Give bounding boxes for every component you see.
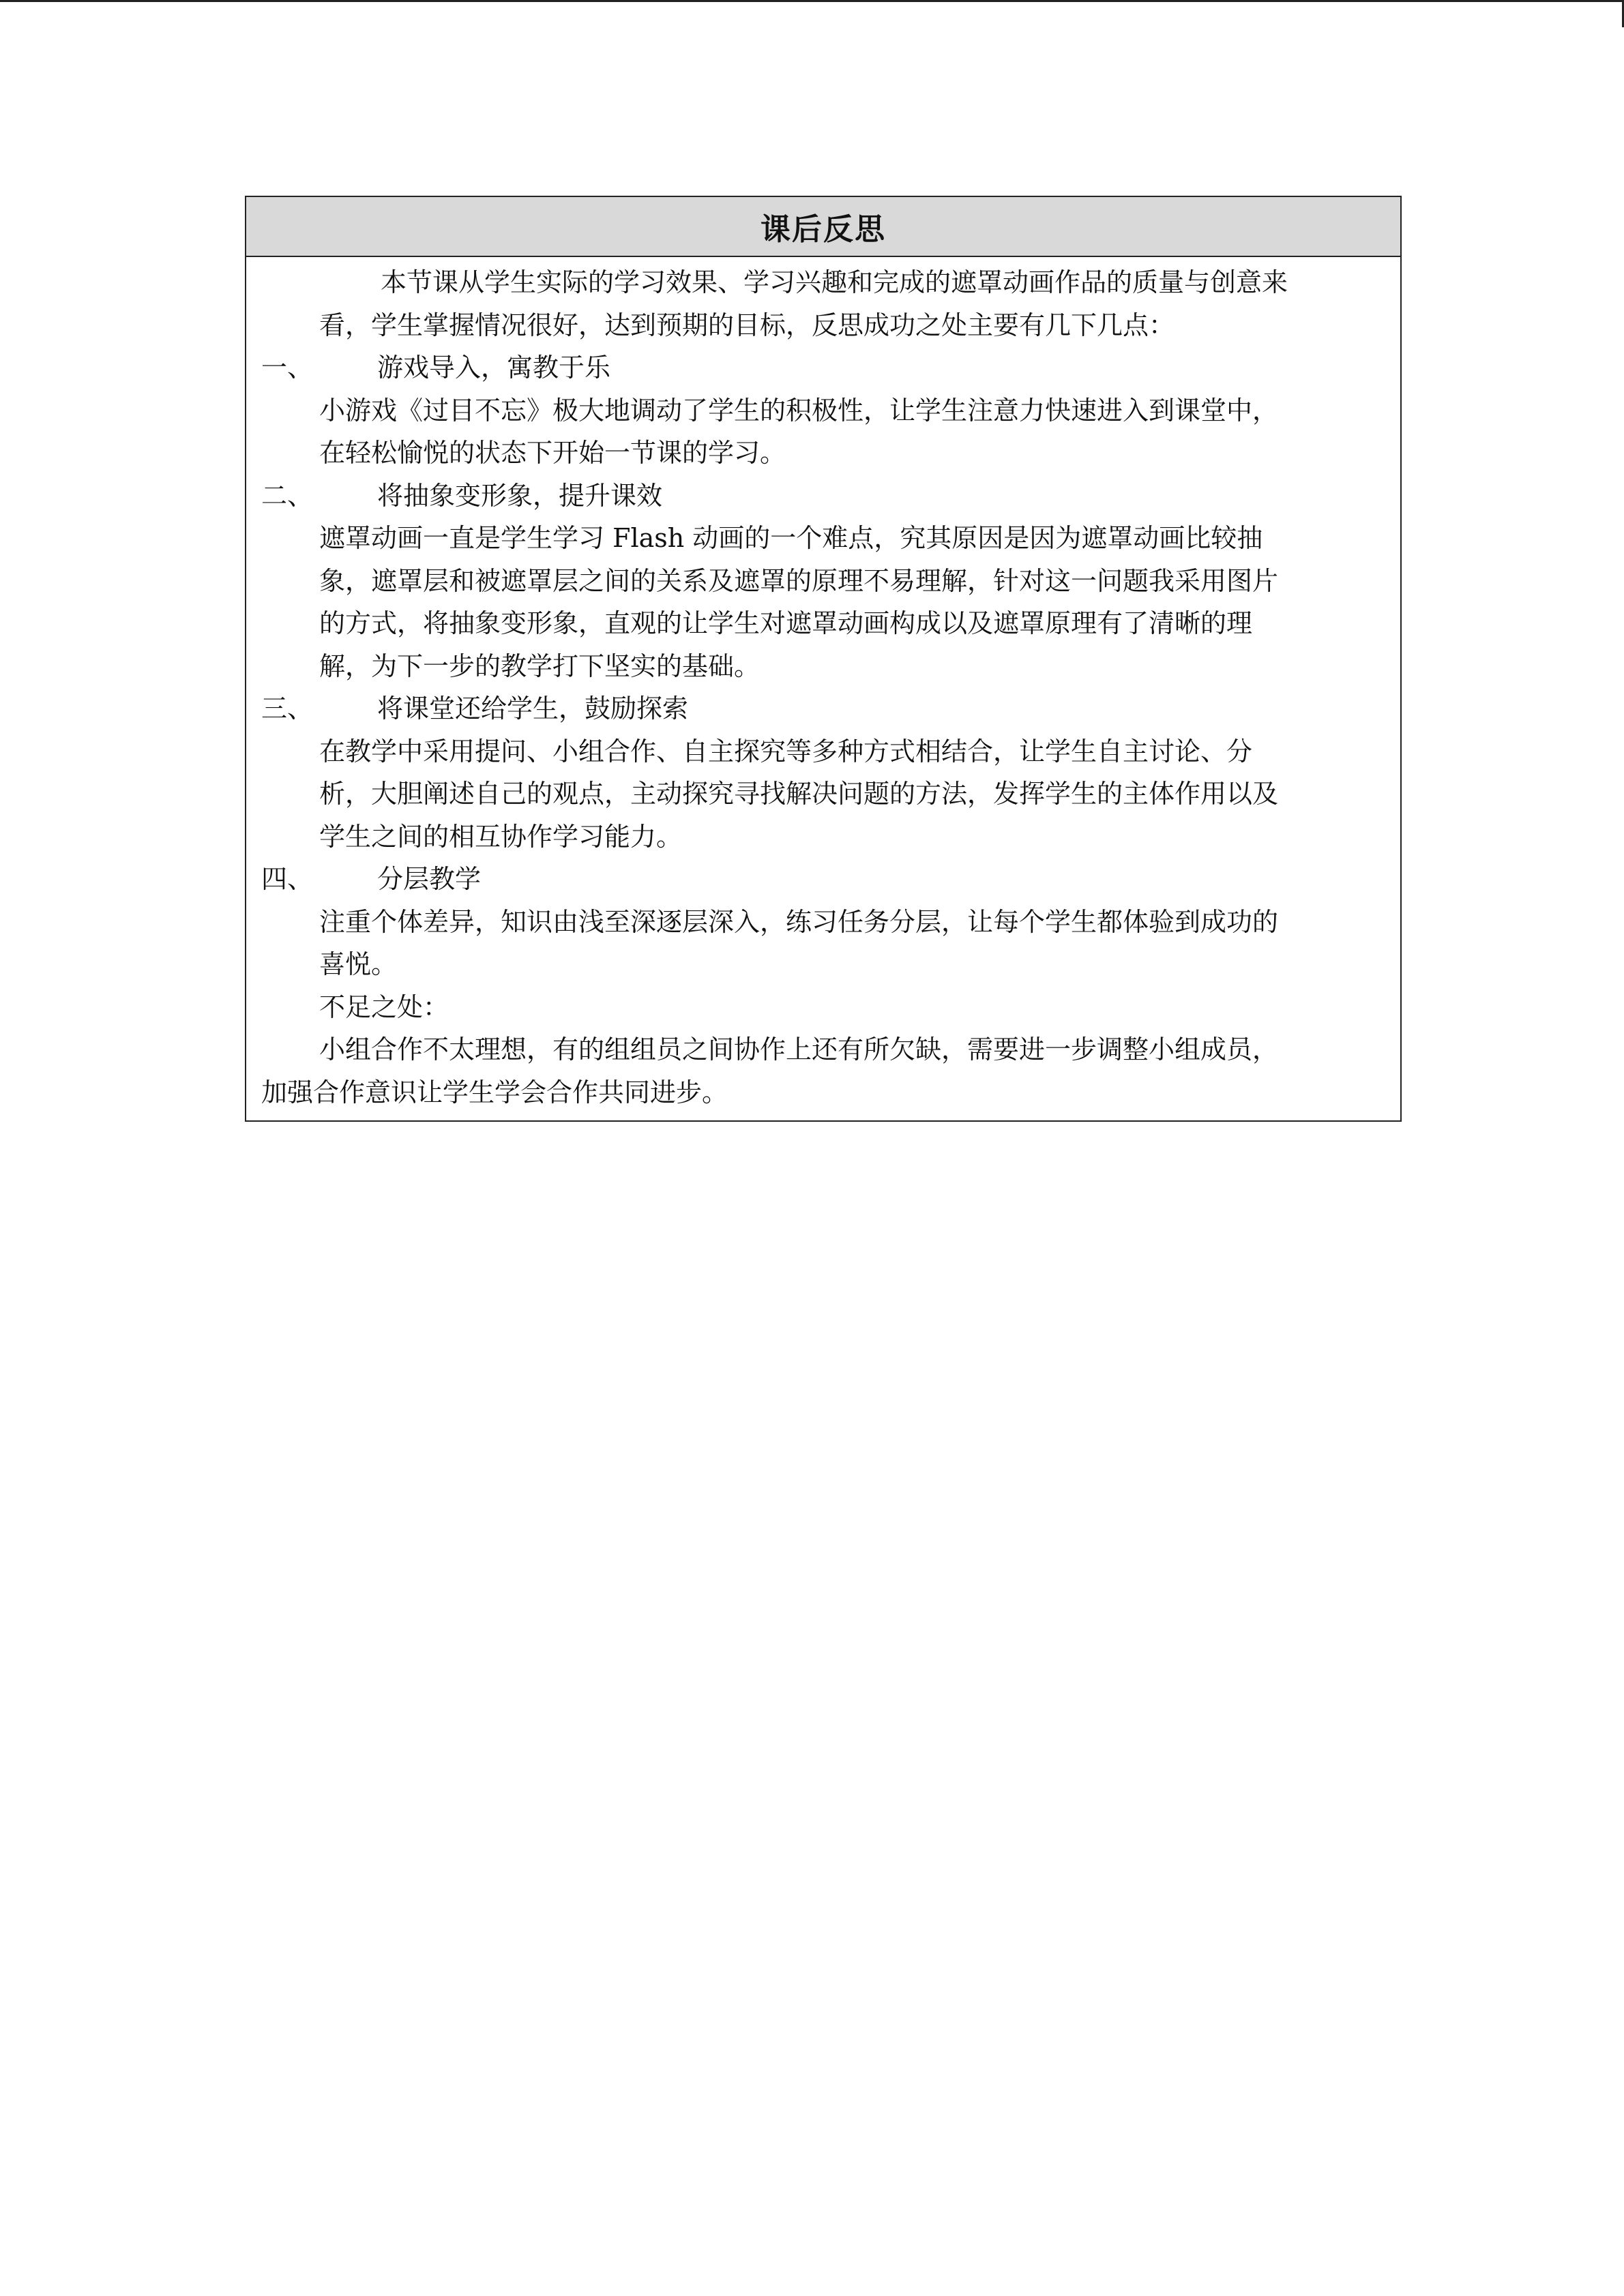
section-1-line-1: 小游戏《过目不忘》极大地调动了学生的积极性，让学生注意力快速进入到课堂中， <box>319 395 1279 426</box>
section-2-line-3: 的方式，将抽象变形象，直观的让学生对遮罩动画构成以及遮罩原理有了清晰的理 <box>319 608 1253 638</box>
section-2-heading <box>261 475 1380 518</box>
shortcomings-line-2: 加强合作意识让学生学会合作共同进步。 <box>261 1077 728 1107</box>
table-body <box>246 257 1400 1120</box>
section-2-line-1: 遮罩动画一直是学生学习 Flash 动画的一个难点，究其原因是因为遮罩动画比较抽 <box>319 523 1263 553</box>
section-2-line-4: 解，为下一步的教学打下坚实的基础。 <box>319 651 761 681</box>
section-heading-text: 将课堂还给学生，鼓励探索 <box>377 694 689 724</box>
section-4-line-2: 喜悦。 <box>319 949 398 979</box>
section-number: 二、 <box>261 480 314 511</box>
section-number: 四、 <box>261 864 314 894</box>
intro-line-1: 本节课从学生实际的学习效果、学习兴趣和完成的遮罩动画作品的质量与创意来 <box>381 267 1288 297</box>
section-3-line-1: 在教学中采用提问、小组合作、自主探究等多种方式相结合，让学生自主讨论、分 <box>319 736 1253 766</box>
section-1-heading <box>261 346 1380 389</box>
section-4-heading <box>261 858 1380 901</box>
section-3-heading <box>261 687 1380 730</box>
section-4-line-1: 注重个体差异，知识由浅至深逐层深入，练习任务分层，让每个学生都体验到成功的 <box>319 906 1279 937</box>
table-title: 课后反思 <box>246 197 1400 257</box>
intro-line-2: 看，学生掌握情况很好，达到预期的目标，反思成功之处主要有几下几点： <box>319 310 1175 340</box>
shortcomings-label: 不足之处： <box>319 992 449 1022</box>
section-heading-text: 将抽象变形象，提升课效 <box>377 480 663 511</box>
section-number: 一、 <box>261 353 314 383</box>
shortcomings-line-1: 小组合作不太理想，有的组组员之间协作上还有所欠缺，需要进一步调整小组成员， <box>319 1034 1279 1064</box>
page-top-border <box>0 0 1624 2</box>
section-3-line-2: 析，大胆阐述自己的观点，主动探究寻找解决问题的方法，发挥学生的主体作用以及 <box>319 779 1279 809</box>
reflection-table <box>245 196 1402 1122</box>
section-heading-text: 游戏导入，寓教于乐 <box>377 353 611 383</box>
section-1-line-2: 在轻松愉悦的状态下开始一节课的学习。 <box>319 438 786 468</box>
section-number: 三、 <box>261 694 314 724</box>
section-heading-text: 分层教学 <box>377 864 482 894</box>
section-3-line-3: 学生之间的相互协作学习能力。 <box>319 821 683 852</box>
section-2-line-2: 象，遮罩层和被遮罩层之间的关系及遮罩的原理不易理解，针对这一问题我采用图片 <box>319 565 1279 596</box>
